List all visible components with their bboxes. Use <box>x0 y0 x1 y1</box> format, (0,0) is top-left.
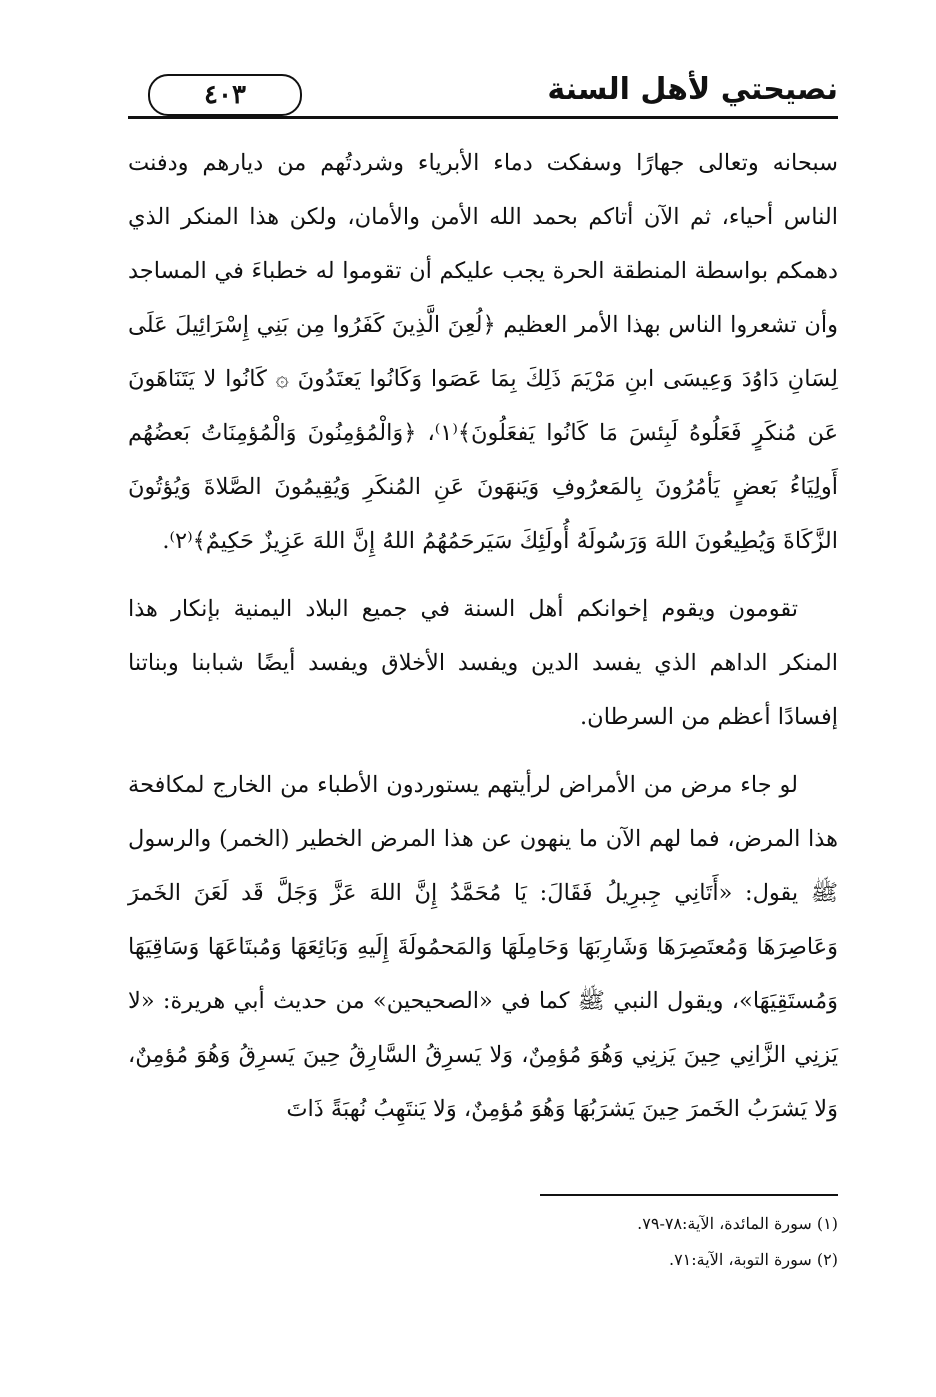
page-number: ٤٠٣ <box>148 74 302 116</box>
paragraph: سبحانه وتعالى جهارًا وسفكت دماء الأبرياء وشردتُهم من ديارهم ودفنت الناس أحياء، ثم الآن أتاكم بحمد الله الأمن والأمان، ولكن هذا المنكر الذي دهمكم بواسطة المنطقة الحرة يجب عليكم أن تقوموا له خطباءَ في المساجد وأن تشعروا الناس بهذا الأمر العظيم ﴿لُعِنَ الَّذِينَ كَفَرُوا مِن بَنِي إِسْرَائِيلَ عَلَى لِسَانِ دَاوُدَ وَعِيسَى ابنِ مَرْيَمَ ذَلِكَ بِمَا عَصَوا وَكَانُوا يَعتَدُونَ ۞ كَانُوا لا يَتَنَاهَونَ عَن مُنكَرٍ فَعَلُوهُ لَبِئسَ مَا كَانُوا يَفعَلُونَ﴾⁽١⁾، ﴿وَالْمُؤمِنُونَ وَالْمُؤمِنَاتُ بَعضُهُم أَولِيَاءُ بَعضٍ يَأمُرُونَ بِالمَعرُوفِ وَيَنهَونَ عَنِ المُنكَرِ وَيُقِيمُونَ الصَّلاةَ وَيُؤتُونَ الزَّكَاةَ وَيُطِيعُونَ اللهَ وَرَسُولَهُ أُولَئِكَ سَيَرحَمُهُمُ اللهُ إِنَّ اللهَ عَزِيزٌ حَكِيمٌ﴾⁽٢⁾. <box>128 150 838 554</box>
footnote-divider <box>540 1194 838 1196</box>
footnote: (٢) سورة التوبة، الآية:٧١. <box>668 1250 838 1269</box>
footnotes <box>128 1206 838 1278</box>
header-rule <box>128 116 838 119</box>
paragraph: لو جاء مرض من الأمراض لرأيتهم يستوردون الأطباء من الخارج لمكافحة هذا المرض، فما لهم الآن ما ينهون عن هذا المرض الخطير (الخمر) والرسول ﷺ يقول: «أَتَانِي جِبرِيلُ فَقَالَ: يَا مُحَمَّدُ إِنَّ اللهَ عَزَّ وَجَلَّ قَد لَعَنَ الخَمرَ وَعَاصِرَهَا وَمُعتَصِرَهَا وَشَارِبَهَا وَحَامِلَهَا وَالمَحمُولَةَ إِلَيهِ وَبَائِعَهَا وَمُبتَاعَهَا وَسَاقِيَهَا وَمُستَقِيَهَا»، ويقول النبي ﷺ كما في «الصحيحين» من حديث أبي هريرة: «لا يَزنِي الزَّانِي حِينَ يَزنِي وَهُوَ مُؤمِنٌ، وَلا يَسرِقُ السَّارِقُ حِينَ يَسرِقُ وَهُوَ مُؤمِنٌ، وَلا يَشرَبُ الخَمرَ حِينَ يَشرَبُهَا وَهُوَ مُؤمِنٌ، وَلا يَنتَهِبُ نُهبَةً ذَاتَ <box>128 772 838 1122</box>
footnote: (١) سورة المائدة، الآية:٧٨-٧٩. <box>637 1214 838 1233</box>
page-header <box>128 70 838 120</box>
paragraph: تقومون ويقوم إخوانكم أهل السنة في جميع البلاد اليمنية بإنكار هذا المنكر الداهم الذي يفسد الدين ويفسد الأخلاق ويفسد أيضًا شبابنا وبناتنا إفسادًا أعظم من السرطان. <box>128 596 838 730</box>
main-text <box>128 136 838 1150</box>
running-title: نصيحتي لأهل السنة <box>547 72 838 107</box>
